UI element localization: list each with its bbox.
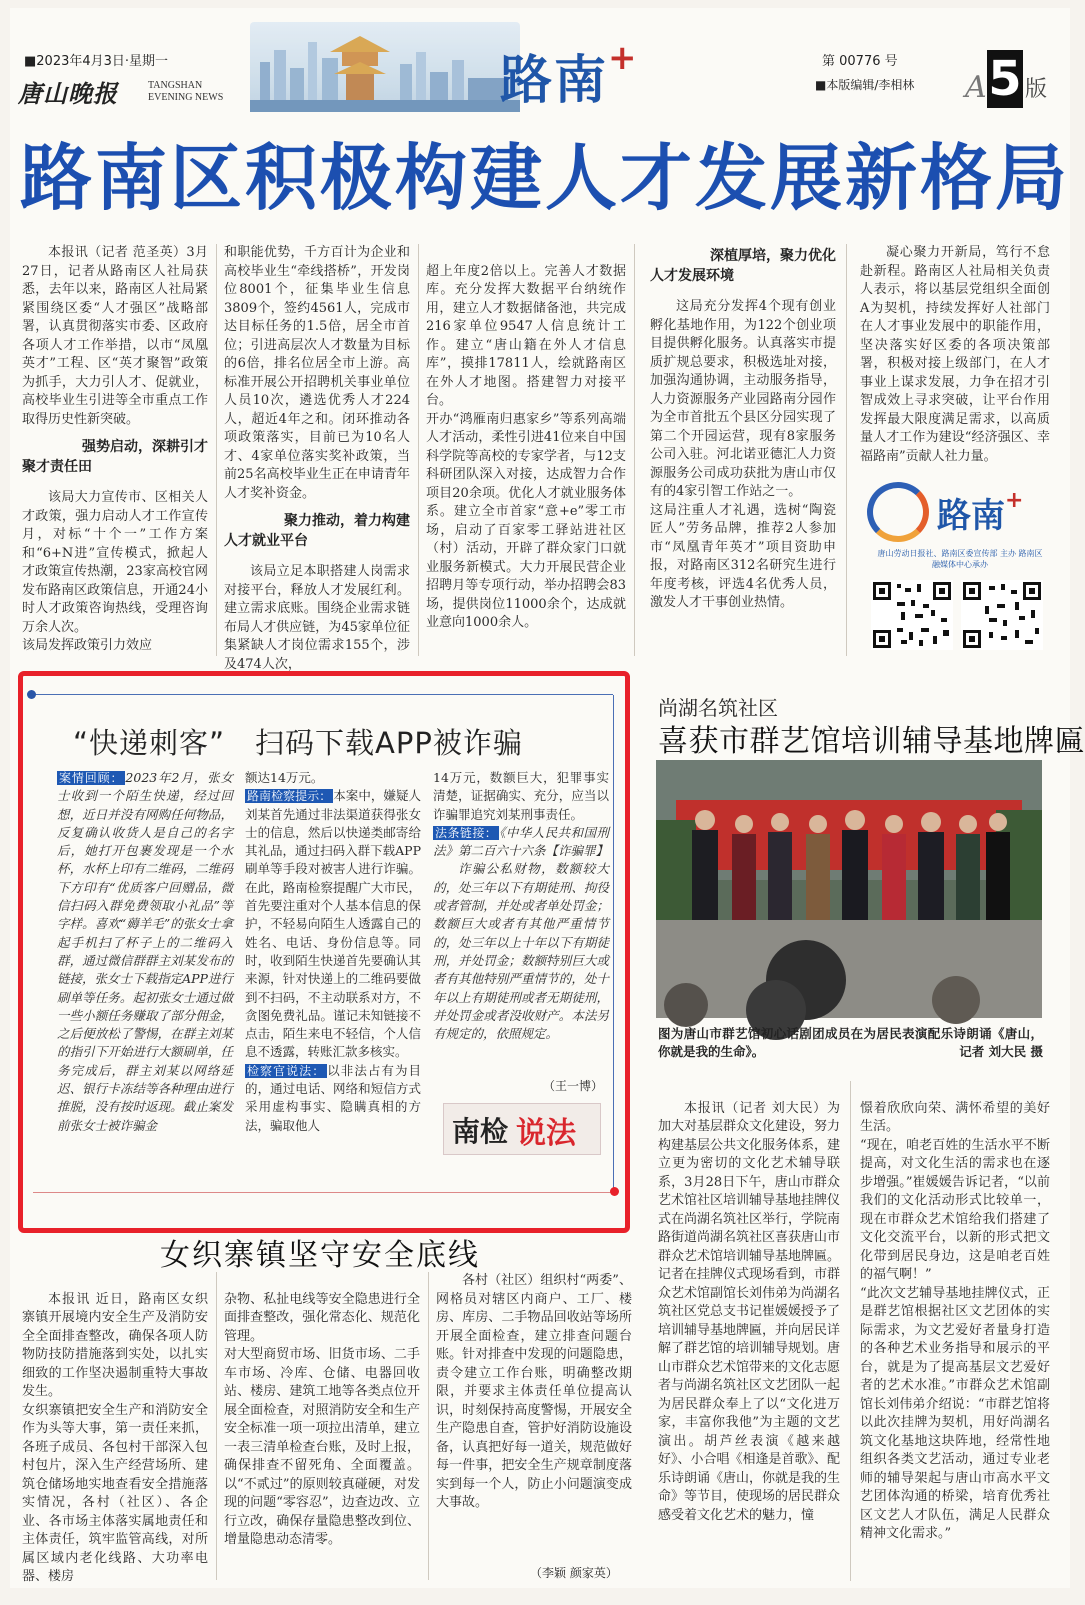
subheading-2: 聚力推动，着力构建 人才就业平台 [224, 513, 410, 549]
column-rule [846, 244, 847, 656]
prosecutor-says-tag: 检察官说法： [247, 1063, 326, 1078]
column-rule [216, 1272, 217, 1580]
case-review-tag: 案情回顾： [59, 771, 124, 785]
safety-headline: 女织寨镇坚守安全底线 [160, 1238, 480, 1273]
subheading-1: 强势启动，深耕引才 聚才责任田 [22, 439, 208, 475]
page-editor: ■本版编辑/李相林 [815, 78, 915, 92]
section-promo [865, 478, 1050, 650]
lead-column-2: 和职能优势，千方百计为企业和高校毕业生“牵线搭桥”，开发岗位8001个，征集毕业生信息3809个，签约4561人，完成市达目标任务的1.5倍，居全市首位；引进高层次人才数量为目标的6倍，排名位居全市上游。高标准开展公开招聘机关事业单位人员10次，遴选优秀人才224人，超近4年之和。闭环推动各项政策落实，目前已为10名人才、4家单位落实奖补政策，当前25名高校毕业生正在申请青年人才奖补资金。 聚力推动，着力构建 人才就业平台 该局立足本职搭建人岗需求对接平台，释放人才发展红利。建立需求底账。围绕企业需求链布局人才供应链，为45家单位征集紧缺人才岗位需求155个，涉及474人次， [224, 245, 410, 672]
section-logo: 路南+ [500, 38, 639, 111]
safety-column-1: 本报讯 近日，路南区女织寨镇开展境内安全生产及消防安全全面排查整改，确保各项人防物防技防措施落到实处，以扎实细致的工作坚决遏制重特大事故发生。 女织寨镇把安全生产和消防安全作为头等大事，第一责任来抓，各班子成员、各包村干部深入包村包片，深入生产经营场所、建筑仓储场地实地查看安全措施落实情况，各村（社区）、各企业、各市场主体落实属地责任和主体责任，筑牢监管高线，对所属区域内老化线路、大功率电器、楼房 [22, 1291, 208, 1584]
photo-caption: 图为唐山市群艺馆初心话剧团成员在为居民表演配乐诗朗诵《唐山，你就是我的生命》。 记者 刘大民 摄 [658, 1026, 1043, 1059]
newspaper-page [10, 8, 1085, 1588]
paper-logo: 唐山晚报 [18, 79, 118, 108]
nanjian-shuofa-logo: 南检 说法 [443, 1103, 601, 1155]
case-column-3: 14万元，数额巨大，犯罪事实清楚，证据确实、充分，应当以诈骗罪追究刘某刑事责任。 法条链接： 《中华人民共和国刑法》第二百六十六条【诈骗罪】 诈骗公私财物，数额较大的，处三年以下有期徒刑、拘役或者管制，并处或者单处罚金；数额巨大或者有其他严重情节的，处三年以上十年以下有期徒刑，并处罚金；数额特别巨大或者有其他特别严重情节的，处十年以上有期徒刑或者无期徒刑，并处罚金或者没收财产。本法另有规定的，依照规定。 [433, 770, 609, 1042]
issue-number: 第 00776 号 [822, 54, 898, 69]
case-title: “快递刺客” 扫码下载APP被诈骗 [73, 726, 523, 760]
lead-column-3: 超上年度2倍以上。完善人才数据库。充分发挥大数据平台纳统作用，建立人才数据储备池，共完成216家单位9547人信息统计工作。建立“唐山籍在外人才信息库”，摸排17811人，绘就路南区在外人才地图。搭建智力对接平台。 开办“鸿雁南归惠家乡”等系列高端人才活动，柔性引进41位来自中国科学院等高校的专家学者，与12支科研团队深入对接，达成智力合作项目20余项。优化人才就业服务体系。建立全市首家“意+e”零工市场，启动了百家零工驿站进社区（村）活动，开辟了群众家门口就业服务新模式。大力开展民营企业招聘月等专项行动，举办招聘会83场，提供岗位11000余个，达成就业意向1000余人。 [426, 263, 626, 630]
main-headline: 路南区积极构建人才发展新格局 [20, 136, 1071, 220]
performance-photo [656, 760, 1042, 1018]
section-emblem-icon [867, 482, 929, 542]
community-column-2: 憬着欣欣向荣、满怀希望的美好生活。 “现在，咱老百姓的生活水平不断提高，对文化生活的需求也在逐步增强。”崔媛媛告诉记者，“以前我们的文化活动形式比较单一，现在市群众艺术馆给我们搭建了文化交流平台，以新的形式把文化带到居民身边，这是咱老百姓的福气啊！” “此次文艺辅导基地挂牌仪式，正是群艺馆根据社区文艺团体的实际需求，为文艺爱好者量身打造的各种艺术业务指导和展示的平台，就是为了提高基层文艺爱好者的艺术水准。”市群众艺术馆副馆长刘伟弟介绍说：“市群艺馆将以此次挂牌为契机，用好尚湖名筑文化基地这块阵地，经常性地组织各类文艺活动，通过专业老师的辅导架起与唐山市高水平文艺团体沟通的桥梁，培育优秀社区文艺人才队伍，满足人民群众精神文化需求。” [860, 1100, 1050, 1541]
column-rule [216, 244, 217, 656]
column-rule [418, 244, 419, 656]
subheading-3: 深植厚培，聚力优化 人才发展环境 [650, 248, 836, 284]
qr-code-icon[interactable] [961, 580, 1043, 650]
paper-logo-en: TANGSHAN EVENING NEWS [148, 80, 224, 103]
masthead [10, 8, 1070, 123]
promo-organizers: 唐山劳动日报社、路南区委宣传部 主办 路南区融媒体中心承办 [877, 549, 1043, 569]
case-box [33, 694, 613, 1194]
lead-column-5: 凝心聚力开新局，笃行不怠赴新程。路南区人社局相关负责人表示，将以基层党组织全面创A为契机，持续发挥好人社部门在人才事业发展中的职能作用，坚决落实好区委的各项决策部署，积极对接上级部门，在人才事业上谋求发展，力争在招才引智成效上寻求突破，让平台作用发挥最大限度满足需求，以高质量人才工作为建设“经济强区、幸福路南”贡献人社力量。 [860, 245, 1050, 464]
promo-title: 路南+ [937, 488, 1024, 536]
city-skyline-banner [250, 22, 520, 112]
community-column-1: 本报讯（记者 刘大民）为加大对基层群众文化建设，努力构建基层公共文化服务体系，建立更为密切的文化艺术辅导联系，3月28日下午，唐山市群众艺术馆社区培训辅导基地挂牌仪式在尚湖名筑社区举行，学院南路街道尚湖名筑社区喜获唐山市群众艺术馆培训辅导基地牌匾。 记者在挂牌仪式现场看到，市群众艺术馆副馆长刘伟弟为尚湖名筑社区党总支书记崔媛媛授予了培训辅导基地牌匾，并向居民详解了群艺馆的培训辅导规划。唐山市群众艺术馆带来的文化志愿者与尚湖名筑社区文艺团队一起为居民群众奉上了以“文化进万家，丰富你我他”为主题的文艺演出。胡芦丝表演《越来越好》、小合唱《相逢是首歌》、配乐诗朗诵《唐山，你就是我的生命》等节目，使现场的居民群众感受着文化艺术的魅力，憧 [658, 1100, 841, 1523]
highlight-box [18, 671, 630, 1233]
column-rule [428, 1272, 429, 1580]
column-rule [634, 244, 635, 656]
safety-column-2: 杂物、私扯电线等安全隐患进行全面排查整改，强化常态化、规范化管理。 对大型商贸市场、旧货市场、二手车市场、冷库、仓储、电器回收站、楼房、建筑工地等各类点位开展全面检查，对照消防安全和生产安全标准一项一项拉出清单，建立一表三清单检查台账，及时上报，确保排查不留死角、全面覆盖。以“不贰过”的原则较真碰硬，对发现的问题“零容忍”，边查边改、立行立改，确保存量隐患整改到位、增量隐患动态清零。 [224, 1291, 420, 1547]
page-number-badge: A 5 版 [965, 51, 1048, 107]
community-headline: 喜获市群艺馆培训辅导基地牌匾 [658, 724, 1085, 759]
safety-column-3: 各村（社区）组织村“两委”、网格员对辖区内商户、工厂、楼房、库房、二手物品回收站等场所开展全面检查，建立排查问题台账。针对排查中发现的问题隐患，责令建立工作台账，明确整改期限，并要求主体责任单位提高认识，时刻保持高度警惕，开展安全生产隐患自查，管护好消防设施设备，认真把好每一道关，规范做好每一件事，把安全生产规章制度落实到每一个人，防止小问题演变成大事故。 [436, 1273, 632, 1510]
law-link-tag: 法条链接： [435, 825, 498, 840]
prosecution-tip-tag: 路南检察提示： [247, 789, 332, 804]
issue-date: ■2023年4月3日·星期一 [24, 54, 169, 69]
lead-column-1: 本报讯（记者 范圣英）3月27日，记者从路南区人社局获悉，去年以来，路南区人社局紧紧围绕区委“人才强区”战略部署，认真贯彻落实市委、区政府各项人才工作举措，以市“凤凰英才”工程、区“英才聚智”政策为抓手，大力引人才、促就业，高校毕业生引进等全市重点工作取得历史性新突破。 强势启动，深耕引才 聚才责任田 该局大力宣传市、区相关人才政策，强力启动人才工作宣传月，对标“十个一”工作方案和“6+N进”宣传模式，掀起人才政策宣传热潮，23家高校官网发布路南区政策信息，开通24小时人才政策咨询热线，受理咨询万余人次。 该局发挥政策引力效应 [22, 245, 208, 653]
qr-code-icon[interactable] [871, 580, 953, 650]
column-rule [850, 1081, 851, 1581]
safety-author: （李颖 颜家英） [530, 1566, 618, 1580]
case-column-2: 额达14万元。 路南检察提示： 本案中，嫌疑人刘某首先通过非法渠道获得张女士的信息，然后以快递类邮寄给其礼品，通过扫码入群下载APP刷单等手段对被害人进行诈骗。在此，路南检察提醒广大市民，首先要注重对个人基本信息的保护，不轻易向陌生人透露自己的姓名、电话、身份信息等。同时，收到陌生快递首先要确认其来源，针对快递上的二维码要做到不扫码，不主动联系对方，不贪图免费礼品。谨记未知链接不点击，陌生来电不轻信，个人信息不透露，转账汇款多核实。 检察官说法： 以非法占有为目的，通过电话、网络和短信方式采用虚构事实、隐瞒真相的方法，骗取他人 [245, 770, 421, 1133]
community-kicker: 尚湖名筑社区 [658, 696, 778, 720]
case-author: （王一博） [543, 1079, 604, 1093]
lead-column-4: 深植厚培，聚力优化 人才发展环境 这局充分发挥4个现有创业孵化基地作用，为122个创业项目提供孵化服务。认真落实市提质扩规总要求，积极选址对接，加强沟通协调，主动服务指导，人力资源服务产业园路南分园作为全市首批五个县区分园实现了第二个开园运营，现有8家服务公司入驻。河北诺亚德汇人力资源服务公司成功获批为唐山市仅有的4家引智工作站之一。 这局注重人才礼遇，选树“陶瓷匠人”劳务品牌，推荐2人参加市“凤凰青年英才”项目资助申报，对路南区312名研究生进行年度考核，评选4名优秀人员，激发人才干事创业热情。 [650, 248, 836, 610]
case-column-1: 案情回顾： 2023年2月，张女士收到一个陌生快递，经过回想，近日并没有网购任何物品，反复确认收货人是自己的名字后，她打开包裹发现是一个水杯，水杯上印有二维码，二维码下方印有“优质客户回赠品，微信扫码入群免费领取小礼品”等字样。喜欢“薅羊毛”的张女士拿起手机扫了杯子上的二维码入群，通过微信群群主刘某发布的链接，张女士下载指定APP进行刷单等任务。起初张女士通过做一些小额任务赚取了部分佣金，之后便放松了警惕，在群主刘某的指引下开始进行大额刷单，任务完成后，群主刘某以网络延迟、银行卡冻结等各种理由进行推脱，没有按时返现。截止案发前张女士被诈骗金 [57, 770, 233, 1133]
